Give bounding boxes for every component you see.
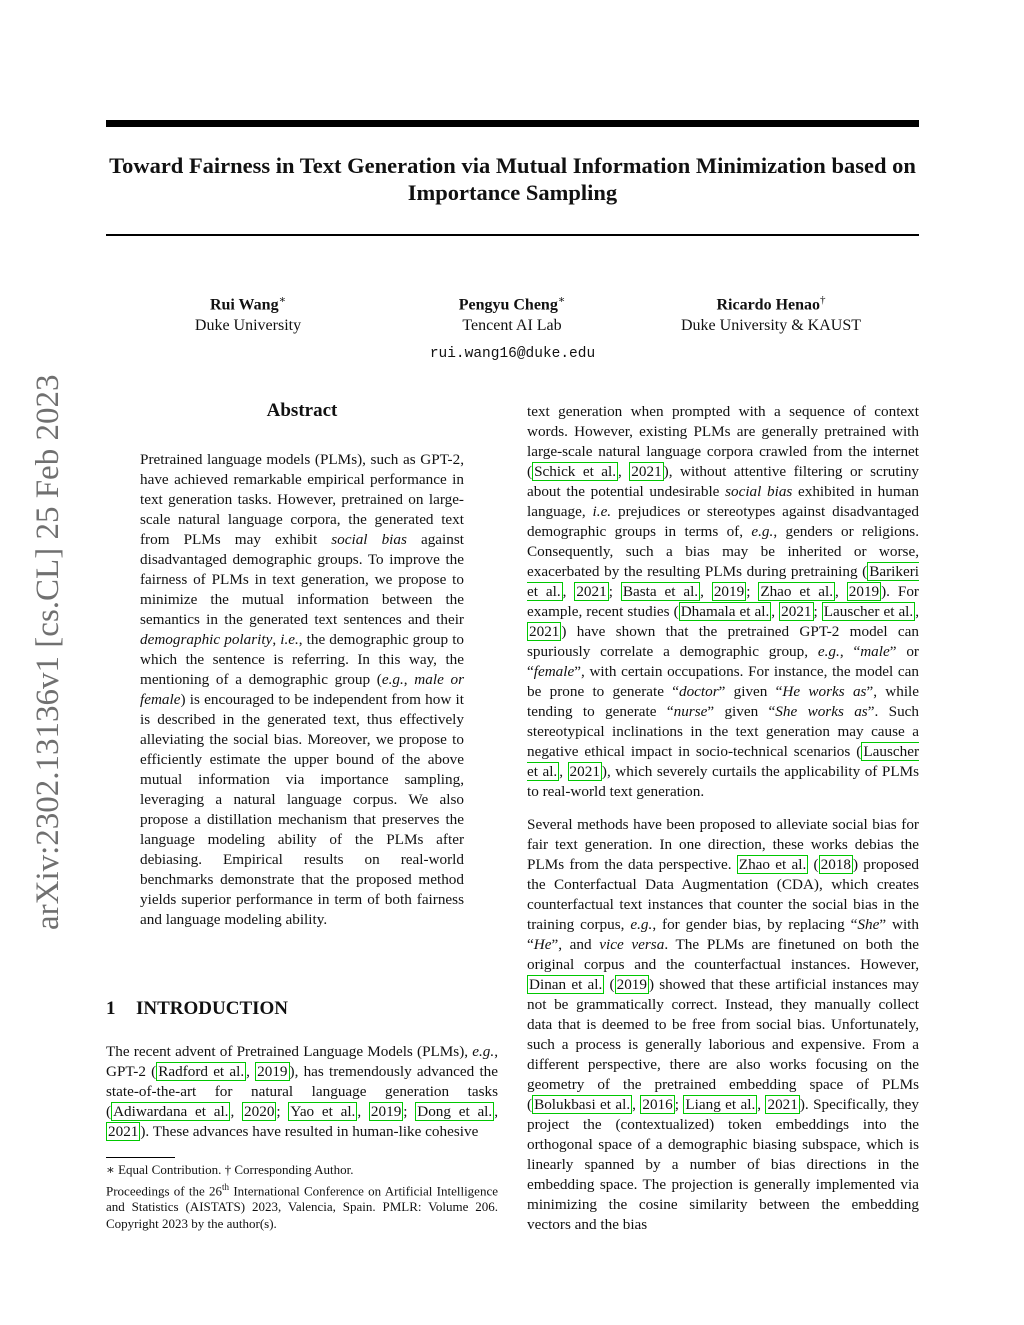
- citation-link[interactable]: Liang et al.: [685, 1096, 756, 1113]
- contact-email[interactable]: rui.wang16@duke.edu: [429, 346, 596, 362]
- citation-link[interactable]: Barikeri et al.: [527, 563, 919, 600]
- text-run: ,: [915, 603, 919, 620]
- text-run: ,: [357, 1103, 369, 1120]
- text-run: ” with “: [527, 916, 919, 953]
- text-run: prejudices or stereotypes against disadvantaged demographic groups in terms of,: [527, 503, 919, 540]
- intro-paragraph-continued: [527, 402, 919, 802]
- citation-link[interactable]: Adiwardana et al.: [113, 1103, 229, 1120]
- related-methods-paragraph: [527, 815, 919, 1235]
- text-run: ”, and: [551, 936, 600, 953]
- citation-link[interactable]: 2019: [370, 1103, 402, 1120]
- text-run: ,: [272, 631, 281, 648]
- citation-link[interactable]: Lauscher et al.: [527, 743, 919, 780]
- text-run: ,: [230, 1103, 243, 1120]
- text-run: ;: [746, 583, 759, 600]
- text-run: ;: [608, 583, 621, 600]
- citation-link[interactable]: 2021: [767, 1096, 798, 1113]
- text-run: ;: [403, 1103, 416, 1120]
- citation-link[interactable]: 2019: [713, 583, 745, 600]
- emphasis-text: male or female: [140, 671, 465, 708]
- citation-link[interactable]: 2019: [616, 976, 647, 993]
- citation-link[interactable]: 2021: [569, 763, 600, 780]
- author-name: Rui Wang∗: [209, 294, 287, 314]
- citation-link[interactable]: Yao et al.: [290, 1103, 356, 1120]
- text-run: ”, while tending to generate “: [527, 683, 920, 720]
- text-run: (: [808, 856, 819, 873]
- text-run: , for gender bias, by replacing “: [652, 916, 858, 933]
- text-run: The recent advent of Pretrained Language Models (PLMs),: [106, 1043, 473, 1060]
- text-run: ) is encouraged to be independent from how it is described in the generated text, thus effectively alleviating the social bias. Moreover, we propose to efficiently estimate the upper bound of the above mutual information via importance sampling, leveraging a natural language corpus. We also propose a distillation mechanism that preserves the language modeling ability of the PLMs after debiasing. Empirical results on real-world benchmarks demonstrate that the proposed method yields superior performance in term of both fairness and language modeling ability.: [140, 691, 464, 928]
- text-run: ). For example, recent studies (: [527, 583, 919, 620]
- section-number: 1: [106, 998, 116, 1019]
- text-run: ”, with certain occupations. For instance, the model can be prone to generate “: [527, 663, 919, 700]
- citation-link[interactable]: Dinan et al.: [529, 976, 603, 993]
- text-run: Pretrained language models (PLMs), such as GPT-2, have achieved remarkable empirical performance in text generation tasks. However, pretrained on large-scale natural language corpora, the generated text from PLMs may exhibit: [140, 451, 464, 548]
- author-name: Ricardo Henao†: [716, 294, 826, 314]
- footnote-contribution: ∗ Equal Contribution. † Corresponding Author.: [106, 1162, 354, 1177]
- text-run: ). These advances have resulted in human-like cohesive: [140, 1123, 479, 1140]
- emphasis-text: e.g.: [381, 671, 404, 688]
- text-run: ,: [562, 583, 575, 600]
- emphasis-text: demographic polarity: [140, 631, 273, 648]
- footnotes: [106, 1162, 498, 1232]
- emphasis-text: i.e.: [592, 503, 612, 520]
- title-rule-top: [106, 120, 919, 127]
- title-rule-bottom: [106, 234, 919, 236]
- citation-link[interactable]: 2021: [529, 623, 560, 640]
- citation-link[interactable]: Zhao et al.: [760, 583, 834, 600]
- text-run: ” given “: [707, 703, 776, 720]
- citation-link[interactable]: Dong et al.: [417, 1103, 493, 1120]
- abstract-body: [140, 450, 464, 930]
- text-run: ,: [632, 1096, 641, 1113]
- text-run: ). Specifically, they project the (contextualized) token embeddings into the orthogonal space of a demographic biasing subspace, which is linearly spanned by a number of bias directions in the embedding space. The projection is generally implemented via minimizing the cosine similarity between the embedding vectors and the bias: [527, 1096, 919, 1233]
- text-run: , “: [839, 643, 861, 660]
- citation-link[interactable]: 2018: [820, 856, 851, 873]
- text-run: ,: [835, 583, 847, 600]
- text-run: ), without attentive filtering or scrutiny about the potential undesirable: [527, 463, 920, 500]
- citation-link[interactable]: Lauscher et al.: [823, 603, 914, 620]
- text-run: exhibited in human language,: [527, 483, 919, 520]
- text-run: ), has tremendously advanced the state-of-the-art for natural language generation tasks (: [106, 1063, 498, 1120]
- text-run: ;: [813, 603, 822, 620]
- author-3: [650, 290, 892, 336]
- emphasis-text: social bias: [725, 483, 793, 500]
- text-run: , genders or religions. Consequently, such a bias may be inherited or worse, exacerbated by the resulting PLMs during pretraining (: [527, 523, 920, 580]
- emphasis-text: social bias: [331, 531, 407, 548]
- abstract-heading: Abstract: [266, 400, 338, 421]
- emphasis-text: vice versa: [599, 936, 665, 953]
- citation-link[interactable]: 2019: [257, 1063, 288, 1080]
- emphasis-text: He works as: [782, 683, 867, 700]
- text-run: ,: [559, 763, 568, 780]
- text-run: Several methods have been proposed to alleviate social bias for fair text generation. In one direction, these works debias the PLMs from the data perspective.: [527, 816, 919, 873]
- emphasis-text: i.e.: [280, 631, 299, 648]
- emphasis-text: He: [533, 936, 552, 953]
- section-heading: [106, 998, 288, 1020]
- author-2: [412, 290, 612, 336]
- text-run: ” given “: [718, 683, 783, 700]
- text-run: ) proposed the Conterfactual Data Augmentation (CDA), which creates counterfactual text instances that counter the social bias in the training corpus,: [527, 856, 919, 933]
- text-run: ”. Such stereotypical inclinations in the text generation may cause a negative ethical impact in socio-technical scenarios (: [527, 703, 920, 760]
- text-run: ,: [771, 603, 780, 620]
- emphasis-text: e.g.: [751, 523, 774, 540]
- emphasis-text: e.g.: [817, 643, 840, 660]
- text-run: . The PLMs are finetuned on both the original corpus and the counterfactual instances. However,: [527, 936, 919, 973]
- text-run: against disadvantaged demographic groups. To improve the fairness of PLMs in text generation, we propose to minimize the mutual information between the semantics in the generated text sentences and their: [140, 531, 464, 628]
- text-run: ) have shown that the pretrained GPT-2 model can spuriously correlate a demographic group,: [527, 623, 919, 660]
- emphasis-text: doctor: [678, 683, 719, 700]
- author-affiliation: Tencent AI Lab: [462, 317, 562, 335]
- footnote-proceedings: Proceedings of the 26th International Conference on Artificial Intelligence and Statistics (AISTATS) 2023, Valencia, Spain. PMLR: Volume 206. Copyright 2023 by the author(s).: [106, 1181, 498, 1231]
- text-run: (: [604, 976, 615, 993]
- citation-link[interactable]: 2016: [642, 1096, 673, 1113]
- citation-link[interactable]: 2021: [781, 603, 812, 620]
- citation-link[interactable]: Radford et al.: [158, 1063, 245, 1080]
- citation-link[interactable]: 2021: [108, 1123, 139, 1140]
- text-run: ), which severely curtails the applicability of PLMs to real-world text generation.: [527, 763, 920, 800]
- citation-link[interactable]: 2019: [848, 583, 880, 600]
- footnote-rule: [106, 1157, 175, 1158]
- text-run: ,: [246, 1063, 256, 1080]
- citation-link[interactable]: Bolukbasi et al.: [534, 1096, 631, 1113]
- author-affiliation: Duke University: [194, 317, 302, 335]
- emphasis-text: nurse: [673, 703, 708, 720]
- emphasis-text: e.g.: [472, 1043, 495, 1060]
- text-run: , the demographic group to which the sentence is referring. In this way, the mentioning of a demographic group (: [140, 631, 465, 688]
- arxiv-stamp: arXiv:2302.13136v1 [cs.CL] 25 Feb 2023: [30, 374, 66, 930]
- emphasis-text: male: [860, 643, 890, 660]
- text-run: ” or “: [527, 643, 919, 680]
- emphasis-text: She: [857, 916, 880, 933]
- text-run: ,: [618, 463, 630, 480]
- author-name: Pengyu Cheng∗: [458, 294, 566, 314]
- text-run: ;: [674, 1096, 684, 1113]
- citation-link[interactable]: Zhao et al.: [738, 856, 807, 873]
- citation-link[interactable]: Basta et al.: [622, 583, 699, 600]
- emphasis-text: e.g.: [630, 916, 653, 933]
- text-run: ,: [700, 583, 712, 600]
- section-title: INTRODUCTION: [136, 998, 289, 1019]
- citation-link[interactable]: Schick et al.: [534, 463, 617, 480]
- text-run: ,: [403, 671, 415, 688]
- text-run: ,: [494, 1103, 498, 1120]
- emphasis-text: female: [533, 663, 575, 680]
- text-run: , GPT-2 (: [106, 1043, 498, 1080]
- citation-link[interactable]: 2020: [244, 1103, 275, 1120]
- text-run: text generation when prompted with a sequence of context words. However, existing PLMs are generally pretrained with large-scale natural language corpora crawled from the internet (: [527, 403, 919, 480]
- author-affiliation: Duke University & KAUST: [681, 317, 861, 335]
- citation-link[interactable]: 2021: [631, 463, 662, 480]
- paper-title: Toward Fairness in Text Generation via Mutual Information Minimization based on Importance Sampling: [109, 153, 916, 205]
- text-run: ;: [276, 1103, 289, 1120]
- citation-link[interactable]: 2021: [576, 583, 607, 600]
- text-run: ,: [757, 1096, 766, 1113]
- citation-link[interactable]: Dhamala et al.: [680, 603, 770, 620]
- author-1: [148, 290, 348, 336]
- intro-paragraph: [106, 1042, 498, 1142]
- text-run: ) showed that these artificial instances may not be grammatically correct. Instead, they manually collect data that is deemed to be free from social bias. Unfortunately, such a process is generally laborious and expensive. From a different perspective, there are also works focusing on the geometry of the pretrained embedding space of PLMs (: [527, 976, 920, 1113]
- emphasis-text: She works as: [775, 703, 868, 720]
